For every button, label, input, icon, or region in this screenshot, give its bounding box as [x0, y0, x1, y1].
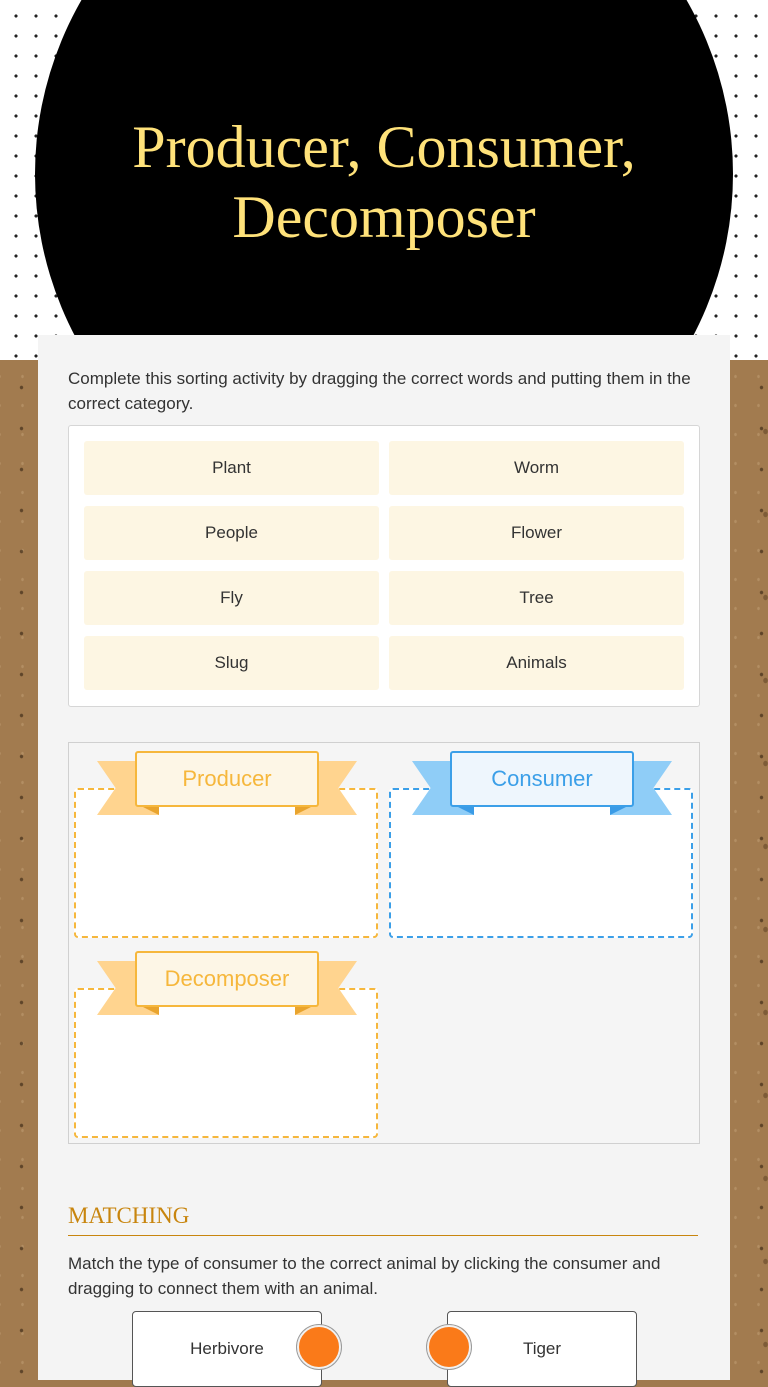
producer-label: Producer: [135, 751, 319, 807]
word-tile[interactable]: Slug: [84, 636, 379, 690]
word-tile[interactable]: Flower: [389, 506, 684, 560]
match-card-herbivore[interactable]: [132, 1311, 322, 1387]
word-tile[interactable]: Tree: [389, 571, 684, 625]
matching-instructions: Match the type of consumer to the correct animal by clicking the consumer and dragging to connect them with an animal.: [68, 1254, 661, 1298]
word-tile[interactable]: Plant: [84, 441, 379, 495]
sort-area: [68, 742, 700, 1144]
match-card-tiger[interactable]: [447, 1311, 637, 1387]
match-card-label: Tiger: [522, 1339, 562, 1358]
connector-dot-left[interactable]: [297, 1325, 341, 1369]
word-tile[interactable]: Worm: [389, 441, 684, 495]
word-tile[interactable]: Animals: [389, 636, 684, 690]
word-bank: [68, 425, 700, 707]
decomposer-label: Decomposer: [135, 951, 319, 1007]
word-tile[interactable]: Fly: [84, 571, 379, 625]
word-tile[interactable]: People: [84, 506, 379, 560]
sorting-instructions: Complete this sorting activity by dragging the correct words and putting them in the correct category.: [68, 369, 691, 413]
producer-ribbon: [97, 751, 357, 821]
decomposer-ribbon: [97, 951, 357, 1021]
page-title: Producer, Consumer, Decomposer: [132, 114, 636, 250]
match-card-label: Herbivore: [190, 1339, 264, 1358]
connector-dot-right[interactable]: [427, 1325, 471, 1369]
consumer-label: Consumer: [450, 751, 634, 807]
matching-section-title: MATCHING: [68, 1203, 698, 1236]
consumer-ribbon: [412, 751, 672, 821]
